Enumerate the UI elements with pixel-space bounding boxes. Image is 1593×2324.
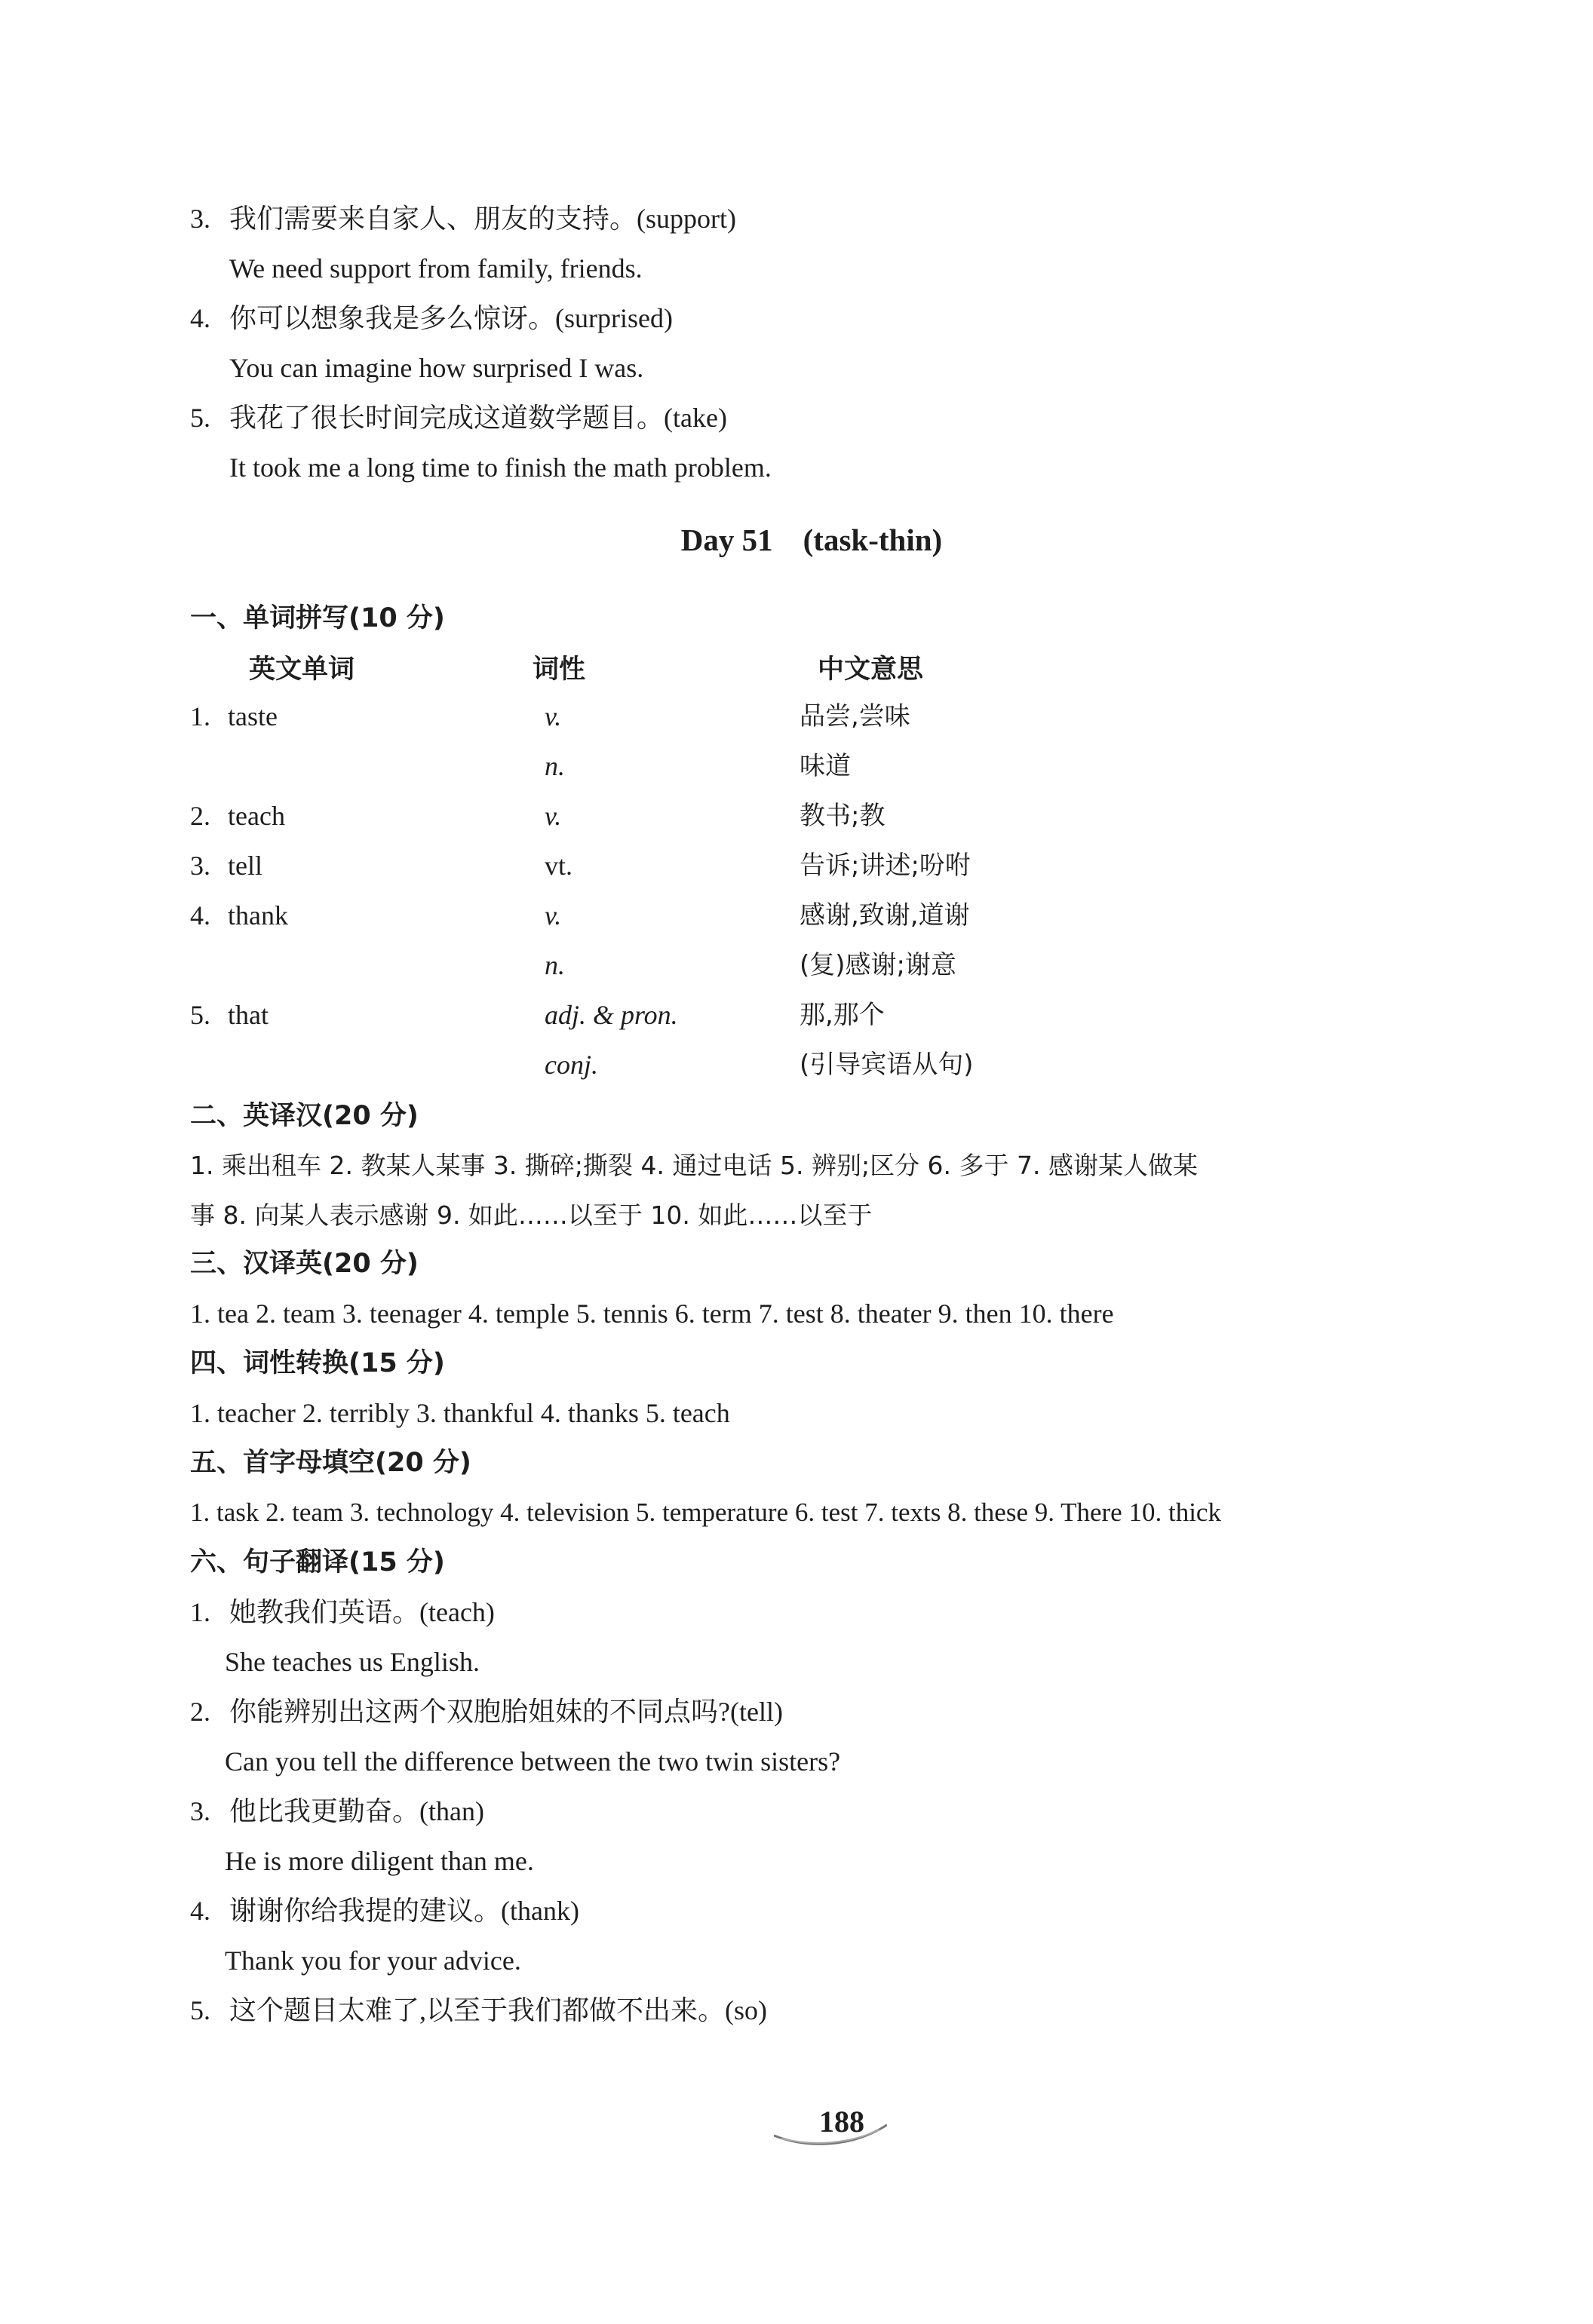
- translation-3-cn: 3. 他比我更勤奋。(than): [190, 1796, 484, 1826]
- header-english-word: 英文单词: [249, 655, 355, 685]
- prev-sentence-5-cn: 5. 我花了很长时间完成这道数学题目。(take): [190, 403, 727, 433]
- vocab-row: conj. (引导宾语从句): [545, 1050, 974, 1080]
- page-number-swoosh-icon: [774, 2120, 887, 2151]
- vocab-row: 4. thank v. 感谢,致谢,道谢: [190, 900, 970, 931]
- translation-1-cn: 1. 她教我们英语。(teach): [190, 1597, 495, 1627]
- vocab-row: 3. tell vt. 告诉;讲述;吩咐: [190, 851, 971, 881]
- vocab-row: 2. teach v. 教书;教: [190, 801, 886, 831]
- day-title: Day 51 (task-thin): [680, 523, 943, 557]
- header-chinese-meaning: 中文意思: [818, 655, 924, 685]
- section-1-title: 一、单词拼写(10 分): [190, 603, 445, 633]
- translation-2-en: Can you tell the difference between the two twin sisters?: [225, 1746, 841, 1777]
- section-3-answers: 1. tea 2. team 3. teenager 4. temple 5. tennis 6. term 7. test 8. theater 9. then 10. there: [190, 1298, 1114, 1329]
- prev-sentence-4-en: You can imagine how surprised I was.: [229, 353, 644, 383]
- vocab-row: n. 味道: [545, 751, 851, 781]
- section-4-title: 四、词性转换(15 分): [190, 1348, 445, 1378]
- translation-4-en: Thank you for your advice.: [225, 1945, 521, 1976]
- translation-3-en: He is more diligent than me.: [225, 1846, 534, 1876]
- section-2-answers-line-2: 事 8. 向某人表示感谢 9. 如此……以至于 10. 如此……以至于: [190, 1200, 873, 1230]
- prev-sentence-3-cn: 3. 我们需要来自家人、朋友的支持。(support): [190, 204, 736, 234]
- prev-sentence-5-en: It took me a long time to finish the math problem.: [229, 452, 772, 483]
- header-part-of-speech: 词性: [533, 655, 586, 685]
- section-2-title: 二、英译汉(20 分): [190, 1101, 419, 1131]
- section-3-title: 三、汉译英(20 分): [190, 1249, 419, 1279]
- translation-1-en: She teaches us English.: [225, 1647, 480, 1677]
- vocab-row: n. (复)感谢;谢意: [545, 950, 956, 980]
- prev-sentence-3-en: We need support from family, friends.: [229, 253, 643, 284]
- translation-5-cn: 5. 这个题目太难了,以至于我们都做不出来。(so): [190, 1995, 767, 2025]
- vocab-row: 1. taste v. 品尝,尝味: [190, 701, 910, 731]
- section-6-title: 六、句子翻译(15 分): [190, 1547, 445, 1577]
- prev-sentence-4-cn: 4. 你可以想象我是多么惊讶。(surprised): [190, 303, 673, 333]
- section-2-answers-line-1: 1. 乘出租车 2. 教某人某事 3. 撕碎;撕裂 4. 通过电话 5. 辨别;区分 6. 多于 7. 感谢某人做某: [190, 1151, 1199, 1180]
- page-number: 188: [819, 2105, 864, 2139]
- translation-4-cn: 4. 谢谢你给我提的建议。(thank): [190, 1896, 579, 1926]
- vocab-row: 5. that adj. & pron. 那,那个: [190, 1000, 885, 1030]
- section-4-answers: 1. teacher 2. terribly 3. thankful 4. thanks 5. teach: [190, 1398, 730, 1428]
- section-5-answers: 1. task 2. team 3. technology 4. television 5. temperature 6. test 7. texts 8. these 9. There 10. thick: [190, 1498, 1221, 1527]
- translation-2-cn: 2. 你能辨别出这两个双胞胎姐妹的不同点吗?(tell): [190, 1697, 783, 1727]
- section-5-title: 五、首字母填空(20 分): [190, 1448, 471, 1478]
